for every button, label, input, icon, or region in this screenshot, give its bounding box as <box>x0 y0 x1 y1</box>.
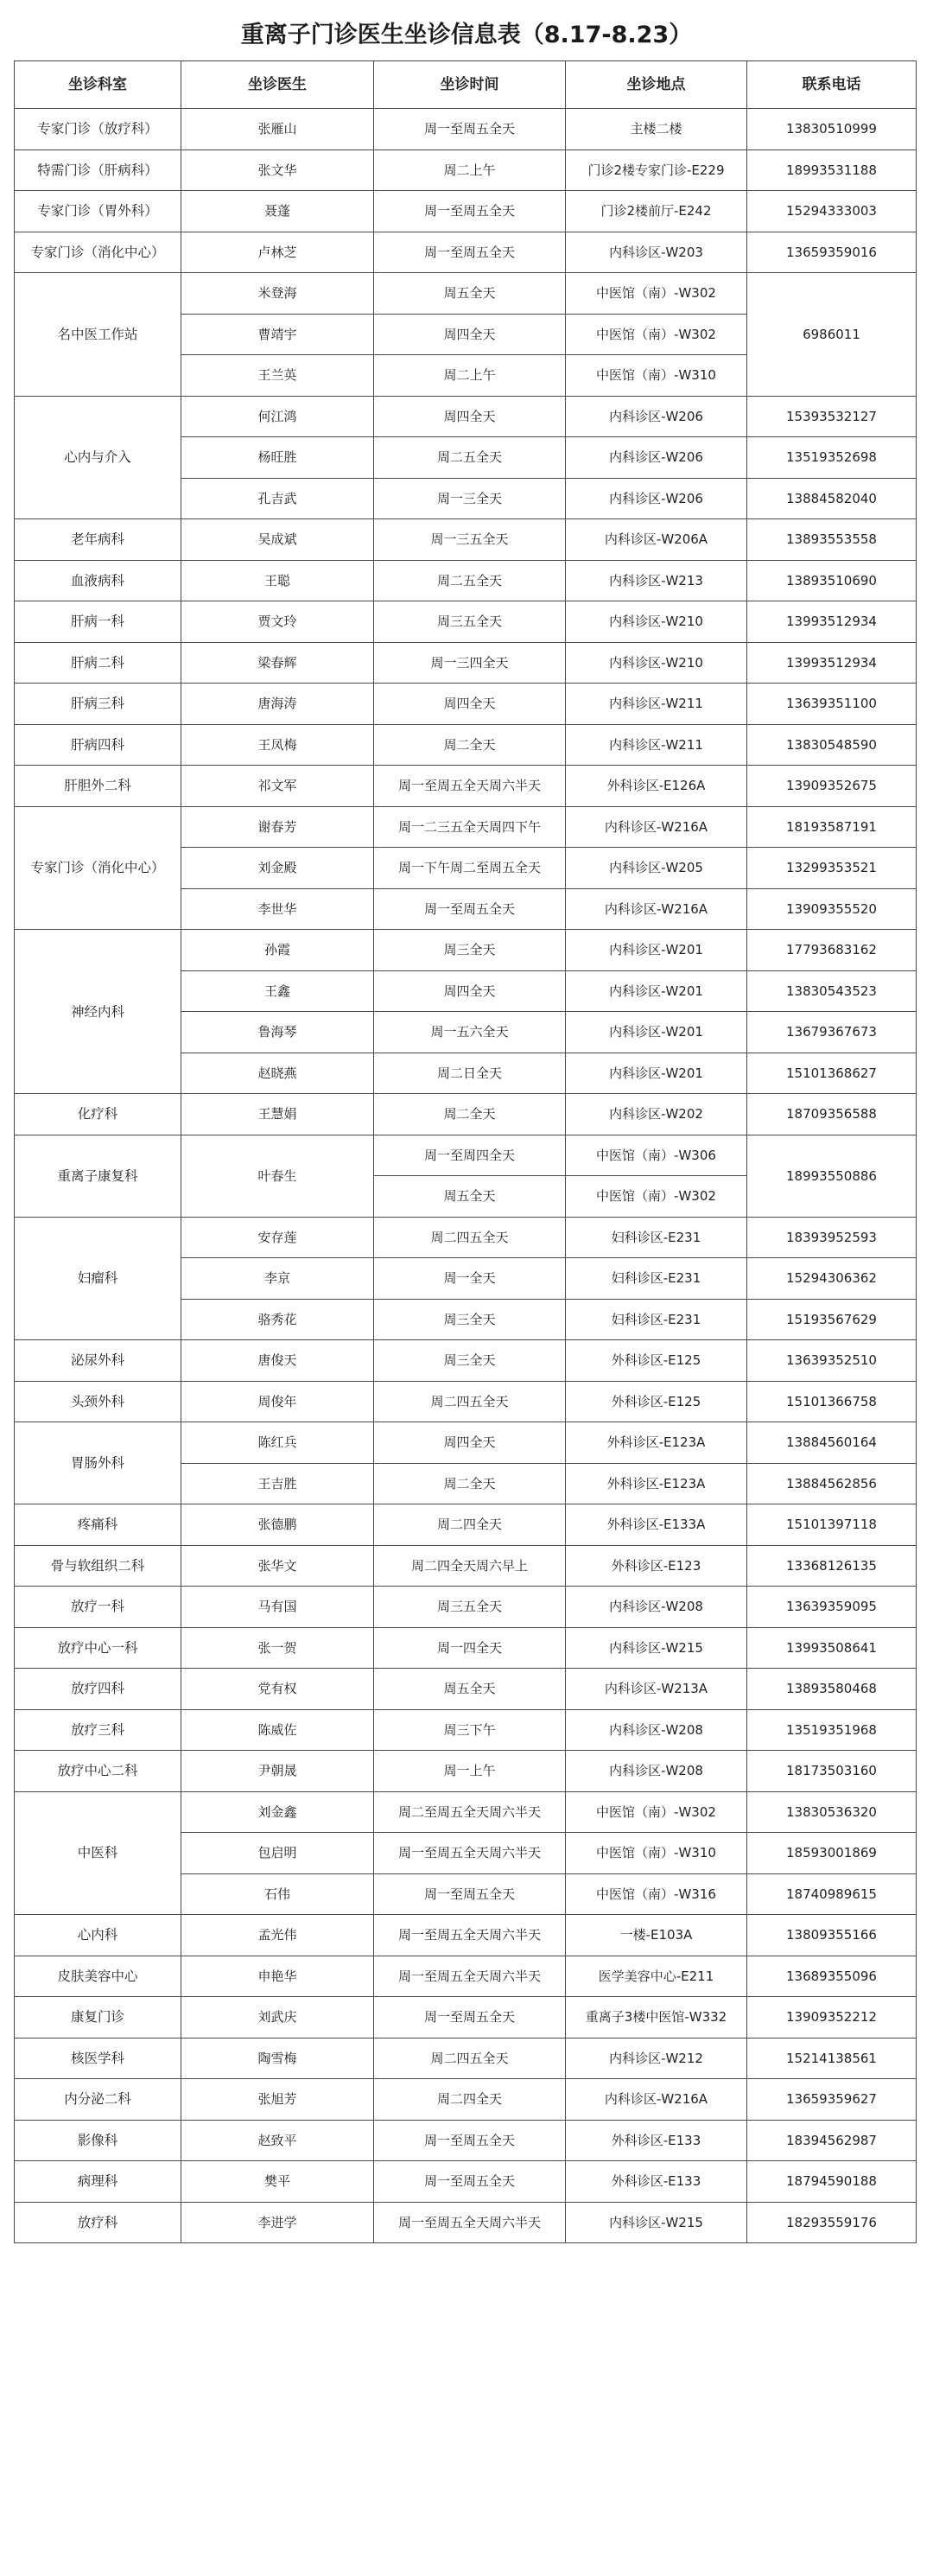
department-cell: 核医学科 <box>15 2038 181 2079</box>
table-row <box>15 1709 917 1751</box>
table-row <box>15 519 917 561</box>
phone-cell: 18173503160 <box>747 1751 917 1792</box>
department-cell: 特需门诊（肝病科） <box>15 149 181 191</box>
location-cell: 内科诊区-W201 <box>566 1012 747 1053</box>
department-cell: 放疗科 <box>15 2202 181 2243</box>
phone-cell: 13639352510 <box>747 1340 917 1382</box>
table-row <box>15 273 917 315</box>
doctor-cell: 米登海 <box>181 273 374 315</box>
table-row <box>15 1094 917 1135</box>
department-cell: 肝病一科 <box>15 601 181 643</box>
location-cell: 内科诊区-W208 <box>566 1709 747 1751</box>
location-cell: 内科诊区-W206 <box>566 396 747 437</box>
doctor-cell: 张旭芳 <box>181 2079 374 2121</box>
doctor-cell: 张华文 <box>181 1545 374 1587</box>
doctor-schedule-table <box>14 60 917 2243</box>
time-cell: 周一二三五全天周四下午 <box>374 806 566 848</box>
department-cell: 放疗三科 <box>15 1709 181 1751</box>
doctor-cell: 王慧娟 <box>181 1094 374 1135</box>
time-cell: 周二四五全天 <box>374 2038 566 2079</box>
doctor-cell: 孙霞 <box>181 930 374 971</box>
time-cell: 周四全天 <box>374 970 566 1012</box>
location-cell: 内科诊区-W205 <box>566 848 747 889</box>
location-cell: 内科诊区-W202 <box>566 1094 747 1135</box>
doctor-cell: 石伟 <box>181 1873 374 1915</box>
doctor-cell: 王聪 <box>181 560 374 601</box>
phone-cell: 13909352675 <box>747 766 917 807</box>
location-cell: 内科诊区-W206 <box>566 478 747 519</box>
phone-cell: 13689355096 <box>747 1956 917 1997</box>
table-row <box>15 601 917 643</box>
time-cell: 周二四全天 <box>374 2079 566 2121</box>
doctor-cell: 杨旺胜 <box>181 437 374 479</box>
table-row <box>15 766 917 807</box>
phone-cell: 15294333003 <box>747 191 917 232</box>
header-time: 坐诊时间 <box>374 61 566 109</box>
doctor-cell: 骆秀花 <box>181 1299 374 1340</box>
department-cell: 肝病二科 <box>15 642 181 684</box>
phone-cell: 13830543523 <box>747 970 917 1012</box>
doctor-cell: 陈威佐 <box>181 1709 374 1751</box>
time-cell: 周一至周五全天 <box>374 1873 566 1915</box>
department-cell: 骨与软组织二科 <box>15 1545 181 1587</box>
department-cell: 神经内科 <box>15 930 181 1094</box>
table-row <box>15 806 917 848</box>
table-row <box>15 560 917 601</box>
location-cell: 外科诊区-E123A <box>566 1463 747 1504</box>
doctor-cell: 鲁海琴 <box>181 1012 374 1053</box>
doctor-cell: 梁春辉 <box>181 642 374 684</box>
phone-cell: 13830510999 <box>747 109 917 150</box>
location-cell: 外科诊区-E123A <box>566 1422 747 1464</box>
phone-cell: 15214138561 <box>747 2038 917 2079</box>
time-cell: 周一五六全天 <box>374 1012 566 1053</box>
time-cell: 周三全天 <box>374 1299 566 1340</box>
department-cell: 专家门诊（消化中心） <box>15 806 181 930</box>
time-cell: 周一下午周二至周五全天 <box>374 848 566 889</box>
table-row <box>15 2202 917 2243</box>
doctor-cell: 尹朝晟 <box>181 1751 374 1792</box>
location-cell: 外科诊区-E123 <box>566 1545 747 1587</box>
table-row <box>15 1545 917 1587</box>
phone-cell: 18193587191 <box>747 806 917 848</box>
phone-cell: 18993531188 <box>747 149 917 191</box>
table-row <box>15 1791 917 1833</box>
phone-cell: 13993512934 <box>747 642 917 684</box>
time-cell: 周一至周五全天周六半天 <box>374 766 566 807</box>
time-cell: 周四全天 <box>374 684 566 725</box>
time-cell: 周四全天 <box>374 1422 566 1464</box>
time-cell: 周一至周五全天 <box>374 2161 566 2203</box>
phone-cell: 13299353521 <box>747 848 917 889</box>
location-cell: 中医馆（南）-W302 <box>566 314 747 355</box>
location-cell: 外科诊区-E133 <box>566 2161 747 2203</box>
phone-cell: 13679367673 <box>747 1012 917 1053</box>
phone-cell: 13830536320 <box>747 1791 917 1833</box>
time-cell: 周三下午 <box>374 1709 566 1751</box>
department-cell: 中医科 <box>15 1791 181 1915</box>
doctor-cell: 陶雪梅 <box>181 2038 374 2079</box>
location-cell: 内科诊区-W212 <box>566 2038 747 2079</box>
time-cell: 周四全天 <box>374 314 566 355</box>
department-cell: 心内科 <box>15 1915 181 1956</box>
doctor-cell: 王吉胜 <box>181 1463 374 1504</box>
doctor-cell: 曹靖宇 <box>181 314 374 355</box>
department-cell: 名中医工作站 <box>15 273 181 397</box>
doctor-cell: 祁文军 <box>181 766 374 807</box>
location-cell: 中医馆（南）-W302 <box>566 273 747 315</box>
phone-cell: 13830548590 <box>747 724 917 766</box>
location-cell: 内科诊区-W210 <box>566 601 747 643</box>
time-cell: 周二全天 <box>374 1463 566 1504</box>
phone-cell: 13809355166 <box>747 1915 917 1956</box>
table-row <box>15 1381 917 1422</box>
header-doctor: 坐诊医生 <box>181 61 374 109</box>
location-cell: 内科诊区-W206A <box>566 519 747 561</box>
phone-cell: 13639351100 <box>747 684 917 725</box>
phone-cell: 13993512934 <box>747 601 917 643</box>
department-cell: 放疗中心一科 <box>15 1627 181 1669</box>
time-cell: 周一三四全天 <box>374 642 566 684</box>
location-cell: 内科诊区-W210 <box>566 642 747 684</box>
location-cell: 内科诊区-W201 <box>566 1053 747 1094</box>
time-cell: 周五全天 <box>374 1669 566 1710</box>
time-cell: 周一至周五全天 <box>374 109 566 150</box>
doctor-cell: 张文华 <box>181 149 374 191</box>
time-cell: 周二五全天 <box>374 437 566 479</box>
time-cell: 周四全天 <box>374 396 566 437</box>
document-title: 重离子门诊医生坐诊信息表（8.17-8.23） <box>240 22 693 48</box>
table-row <box>15 930 917 971</box>
location-cell: 妇科诊区-E231 <box>566 1299 747 1340</box>
doctor-cell: 赵晓燕 <box>181 1053 374 1094</box>
phone-cell: 18293559176 <box>747 2202 917 2243</box>
table-row <box>15 1915 917 1956</box>
doctor-cell: 党有权 <box>181 1669 374 1710</box>
doctor-cell: 李世华 <box>181 888 374 930</box>
doctor-cell: 申艳华 <box>181 1956 374 1997</box>
doctor-cell: 卢林芝 <box>181 232 374 273</box>
doctor-cell: 谢春芳 <box>181 806 374 848</box>
time-cell: 周一至周五全天周六半天 <box>374 2202 566 2243</box>
department-cell: 血液病科 <box>15 560 181 601</box>
phone-cell: 6986011 <box>747 273 917 397</box>
department-cell: 专家门诊（胃外科） <box>15 191 181 232</box>
time-cell: 周一三全天 <box>374 478 566 519</box>
phone-cell: 18794590188 <box>747 2161 917 2203</box>
table-row <box>15 2161 917 2203</box>
department-cell: 病理科 <box>15 2161 181 2203</box>
department-cell: 放疗一科 <box>15 1587 181 1628</box>
time-cell: 周三全天 <box>374 930 566 971</box>
doctor-cell: 安存莲 <box>181 1217 374 1258</box>
department-cell: 肝病四科 <box>15 724 181 766</box>
department-cell: 疼痛科 <box>15 1504 181 1546</box>
department-cell: 放疗四科 <box>15 1669 181 1710</box>
time-cell: 周一至周五全天 <box>374 2120 566 2161</box>
location-cell: 重离子3楼中医馆-W332 <box>566 1997 747 2039</box>
time-cell: 周一四全天 <box>374 1627 566 1669</box>
table-row <box>15 684 917 725</box>
table-row <box>15 232 917 273</box>
table-row <box>15 1997 917 2039</box>
doctor-cell: 叶春生 <box>181 1135 374 1217</box>
phone-cell: 13368126135 <box>747 1545 917 1587</box>
location-cell: 内科诊区-W201 <box>566 930 747 971</box>
time-cell: 周一至周五全天周六半天 <box>374 1915 566 1956</box>
phone-cell: 18393952593 <box>747 1217 917 1258</box>
location-cell: 外科诊区-E125 <box>566 1340 747 1382</box>
time-cell: 周二四全天周六早上 <box>374 1545 566 1587</box>
time-cell: 周二全天 <box>374 1094 566 1135</box>
doctor-cell: 聂蓬 <box>181 191 374 232</box>
time-cell: 周二上午 <box>374 355 566 397</box>
table-row <box>15 2038 917 2079</box>
phone-cell: 18709356588 <box>747 1094 917 1135</box>
doctor-cell: 贾文玲 <box>181 601 374 643</box>
location-cell: 中医馆（南）-W302 <box>566 1791 747 1833</box>
doctor-cell: 刘武庆 <box>181 1997 374 2039</box>
table-row <box>15 2079 917 2121</box>
doctor-cell: 孟光伟 <box>181 1915 374 1956</box>
doctor-cell: 张雁山 <box>181 109 374 150</box>
table-row <box>15 1217 917 1258</box>
department-cell: 重离子康复科 <box>15 1135 181 1217</box>
doctor-cell: 吴成斌 <box>181 519 374 561</box>
location-cell: 妇科诊区-E231 <box>566 1217 747 1258</box>
phone-cell: 13884562856 <box>747 1463 917 1504</box>
time-cell: 周二四全天 <box>374 1504 566 1546</box>
location-cell: 内科诊区-W216A <box>566 2079 747 2121</box>
location-cell: 一楼-E103A <box>566 1915 747 1956</box>
department-cell: 头颈外科 <box>15 1381 181 1422</box>
location-cell: 内科诊区-W216A <box>566 888 747 930</box>
table-row <box>15 191 917 232</box>
header-department: 坐诊科室 <box>15 61 181 109</box>
doctor-cell: 陈红兵 <box>181 1422 374 1464</box>
table-row <box>15 1422 917 1464</box>
location-cell: 内科诊区-W211 <box>566 724 747 766</box>
department-cell: 放疗中心二科 <box>15 1751 181 1792</box>
doctor-cell: 孔吉武 <box>181 478 374 519</box>
doctor-cell: 唐海涛 <box>181 684 374 725</box>
location-cell: 内科诊区-W215 <box>566 1627 747 1669</box>
phone-cell: 13639359095 <box>747 1587 917 1628</box>
location-cell: 内科诊区-W208 <box>566 1751 747 1792</box>
table-row <box>15 2120 917 2161</box>
phone-cell: 13893553558 <box>747 519 917 561</box>
table-row <box>15 1956 917 1997</box>
time-cell: 周二上午 <box>374 149 566 191</box>
location-cell: 内科诊区-W213 <box>566 560 747 601</box>
department-cell: 胃肠外科 <box>15 1422 181 1504</box>
phone-cell: 13909352212 <box>747 1997 917 2039</box>
phone-cell: 13659359016 <box>747 232 917 273</box>
doctor-cell: 刘金殿 <box>181 848 374 889</box>
time-cell: 周一至周五全天 <box>374 888 566 930</box>
location-cell: 外科诊区-E125 <box>566 1381 747 1422</box>
location-cell: 中医馆（南）-W310 <box>566 1833 747 1874</box>
department-cell: 化疗科 <box>15 1094 181 1135</box>
time-cell: 周一至周五全天周六半天 <box>374 1833 566 1874</box>
time-cell: 周五全天 <box>374 1176 566 1218</box>
location-cell: 中医馆（南）-W302 <box>566 1176 747 1218</box>
header-location: 坐诊地点 <box>566 61 747 109</box>
time-cell: 周一三五全天 <box>374 519 566 561</box>
time-cell: 周二四五全天 <box>374 1381 566 1422</box>
doctor-cell: 刘金鑫 <box>181 1791 374 1833</box>
location-cell: 门诊2楼专家门诊-E229 <box>566 149 747 191</box>
location-cell: 外科诊区-E126A <box>566 766 747 807</box>
time-cell: 周二全天 <box>374 724 566 766</box>
time-cell: 周一至周五全天 <box>374 191 566 232</box>
location-cell: 内科诊区-W201 <box>566 970 747 1012</box>
table-row <box>15 1669 917 1710</box>
department-cell: 老年病科 <box>15 519 181 561</box>
phone-cell: 18993550886 <box>747 1135 917 1217</box>
location-cell: 内科诊区-W216A <box>566 806 747 848</box>
doctor-cell: 樊平 <box>181 2161 374 2203</box>
department-cell: 泌尿外科 <box>15 1340 181 1382</box>
table-row <box>15 149 917 191</box>
phone-cell: 15294306362 <box>747 1258 917 1300</box>
phone-cell: 15101366758 <box>747 1381 917 1422</box>
phone-cell: 13884582040 <box>747 478 917 519</box>
doctor-cell: 马有国 <box>181 1587 374 1628</box>
header-phone: 联系电话 <box>747 61 917 109</box>
doctor-cell: 李京 <box>181 1258 374 1300</box>
phone-cell: 13884560164 <box>747 1422 917 1464</box>
location-cell: 内科诊区-W215 <box>566 2202 747 2243</box>
phone-cell: 18593001869 <box>747 1833 917 1874</box>
phone-cell: 15101368627 <box>747 1053 917 1094</box>
department-cell: 专家门诊（放疗科） <box>15 109 181 150</box>
location-cell: 中医馆（南）-W306 <box>566 1135 747 1176</box>
time-cell: 周一上午 <box>374 1751 566 1792</box>
time-cell: 周二五全天 <box>374 560 566 601</box>
doctor-cell: 王凤梅 <box>181 724 374 766</box>
location-cell: 门诊2楼前厅-E242 <box>566 191 747 232</box>
phone-cell: 13659359627 <box>747 2079 917 2121</box>
phone-cell: 18740989615 <box>747 1873 917 1915</box>
department-cell: 心内与介入 <box>15 396 181 519</box>
time-cell: 周一全天 <box>374 1258 566 1300</box>
time-cell: 周三五全天 <box>374 601 566 643</box>
table-row <box>15 1627 917 1669</box>
doctor-cell: 唐俊天 <box>181 1340 374 1382</box>
time-cell: 周三五全天 <box>374 1587 566 1628</box>
header-row <box>15 61 917 109</box>
table-row <box>15 1751 917 1792</box>
location-cell: 内科诊区-W206 <box>566 437 747 479</box>
department-cell: 专家门诊（消化中心） <box>15 232 181 273</box>
table-row <box>15 396 917 437</box>
table-row <box>15 1587 917 1628</box>
schedule-body <box>15 109 917 2243</box>
location-cell: 内科诊区-W213A <box>566 1669 747 1710</box>
time-cell: 周一至周五全天 <box>374 232 566 273</box>
doctor-cell: 包启明 <box>181 1833 374 1874</box>
doctor-cell: 周俊年 <box>181 1381 374 1422</box>
phone-cell: 17793683162 <box>747 930 917 971</box>
table-row <box>15 1135 917 1176</box>
location-cell: 妇科诊区-E231 <box>566 1258 747 1300</box>
department-cell: 皮肤美容中心 <box>15 1956 181 1997</box>
time-cell: 周一至周五全天 <box>374 1997 566 2039</box>
time-cell: 周二日全天 <box>374 1053 566 1094</box>
location-cell: 主楼二楼 <box>566 109 747 150</box>
department-cell: 内分泌二科 <box>15 2079 181 2121</box>
doctor-cell: 张一贺 <box>181 1627 374 1669</box>
time-cell: 周二至周五全天周六半天 <box>374 1791 566 1833</box>
table-row <box>15 109 917 150</box>
doctor-cell: 李进学 <box>181 2202 374 2243</box>
doctor-cell: 张德鹏 <box>181 1504 374 1546</box>
time-cell: 周五全天 <box>374 273 566 315</box>
department-cell: 妇瘤科 <box>15 1217 181 1340</box>
doctor-cell: 何江鸿 <box>181 396 374 437</box>
department-cell: 康复门诊 <box>15 1997 181 2039</box>
time-cell: 周一至周四全天 <box>374 1135 566 1176</box>
location-cell: 内科诊区-W211 <box>566 684 747 725</box>
table-row <box>15 642 917 684</box>
location-cell: 内科诊区-W203 <box>566 232 747 273</box>
phone-cell: 13909355520 <box>747 888 917 930</box>
phone-cell: 18394562987 <box>747 2120 917 2161</box>
table-row <box>15 1504 917 1546</box>
table-row <box>15 724 917 766</box>
department-cell: 肝胆外二科 <box>15 766 181 807</box>
phone-cell: 13519352698 <box>747 437 917 479</box>
location-cell: 医学美容中心-E211 <box>566 1956 747 1997</box>
phone-cell: 13893510690 <box>747 560 917 601</box>
table-row <box>15 1340 917 1382</box>
location-cell: 内科诊区-W208 <box>566 1587 747 1628</box>
time-cell: 周二四五全天 <box>374 1217 566 1258</box>
location-cell: 中医馆（南）-W316 <box>566 1873 747 1915</box>
time-cell: 周一至周五全天周六半天 <box>374 1956 566 1997</box>
phone-cell: 13893580468 <box>747 1669 917 1710</box>
department-cell: 肝病三科 <box>15 684 181 725</box>
phone-cell: 13993508641 <box>747 1627 917 1669</box>
phone-cell: 15101397118 <box>747 1504 917 1546</box>
location-cell: 外科诊区-E133 <box>566 2120 747 2161</box>
phone-cell: 13519351968 <box>747 1709 917 1751</box>
phone-cell: 15393532127 <box>747 396 917 437</box>
phone-cell: 15193567629 <box>747 1299 917 1340</box>
doctor-cell: 赵致平 <box>181 2120 374 2161</box>
location-cell: 中医馆（南）-W310 <box>566 355 747 397</box>
doctor-cell: 王鑫 <box>181 970 374 1012</box>
time-cell: 周三全天 <box>374 1340 566 1382</box>
department-cell: 影像科 <box>15 2120 181 2161</box>
location-cell: 外科诊区-E133A <box>566 1504 747 1546</box>
doctor-cell: 王兰英 <box>181 355 374 397</box>
